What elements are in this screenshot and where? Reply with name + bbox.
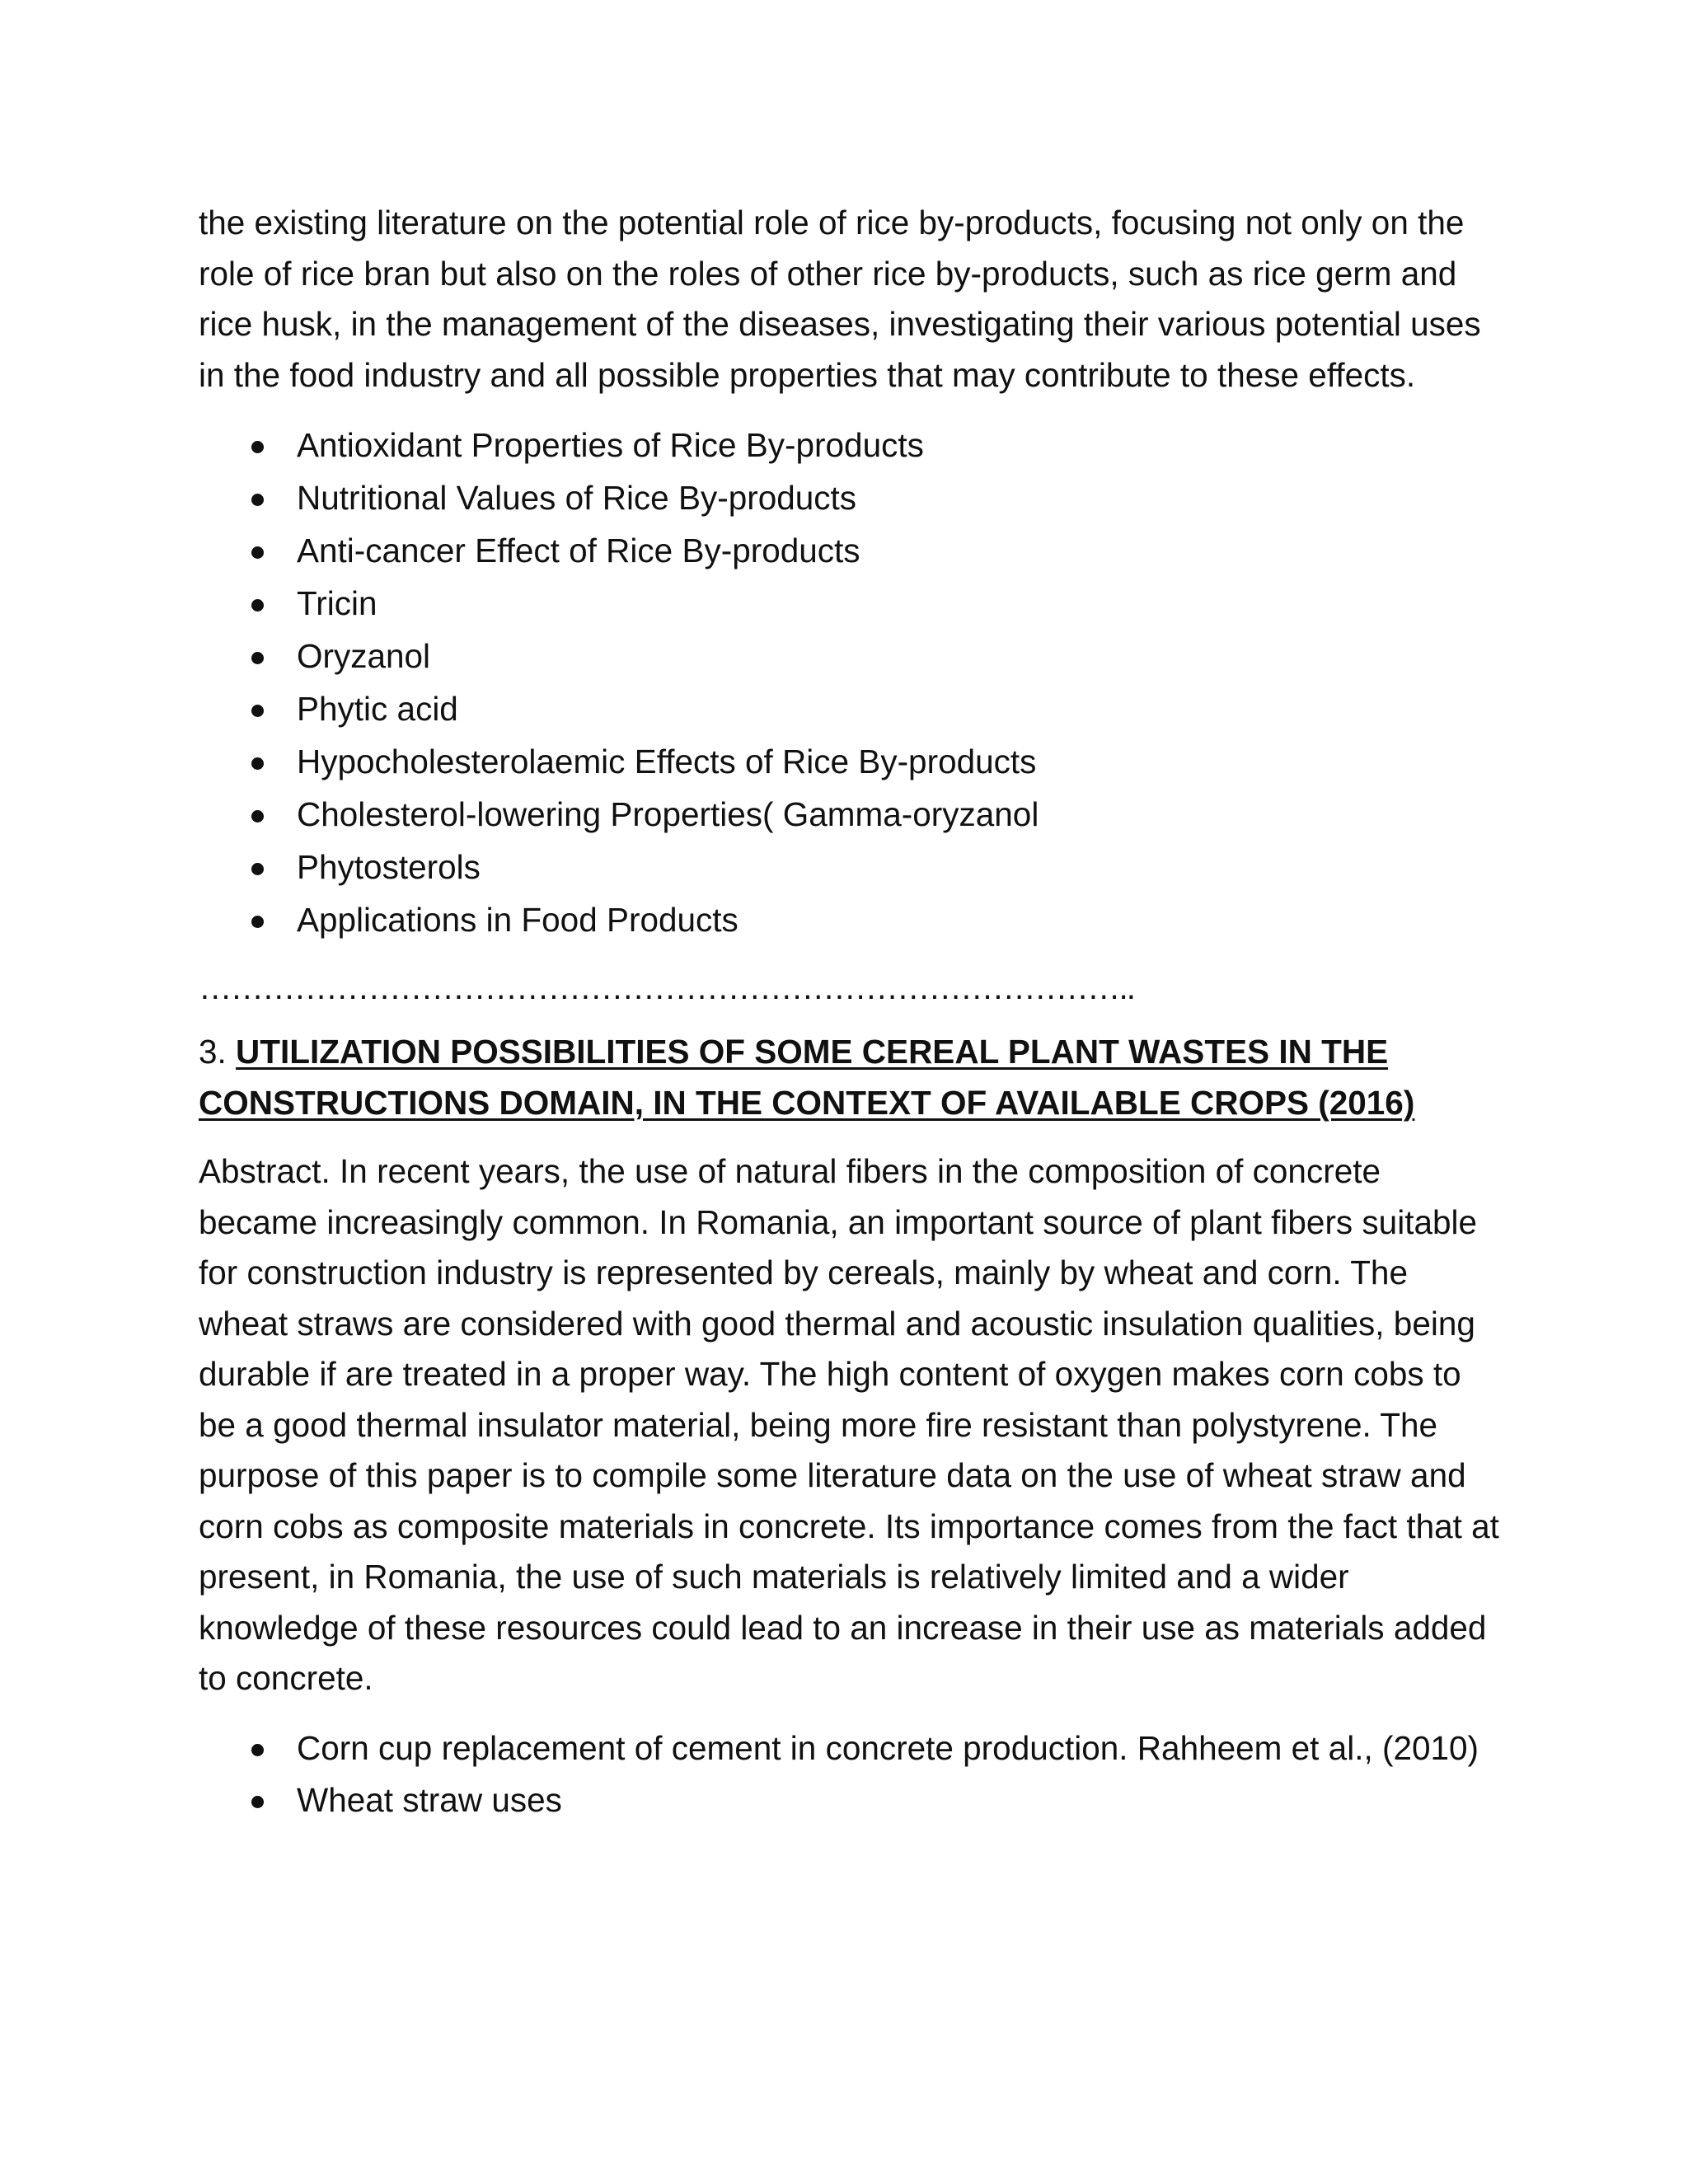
list-item [199,630,1501,682]
separator-line: …………………………………………………………………………….. [199,968,1135,1006]
document-page [199,198,1501,1826]
list-item [199,419,1501,471]
section-item-list [199,1722,1501,1826]
bullet-icon [251,863,264,875]
list-item-text: Antioxidant Properties of Rice By-products [297,426,924,464]
list-item-text: Anti-cancer Effect of Rice By-products [297,532,860,569]
list-item [199,524,1501,577]
bullet-icon [251,1744,264,1756]
list-item-text: Oryzanol [297,637,431,675]
list-item [199,788,1501,841]
list-item [199,735,1501,788]
bullet-icon [251,705,264,717]
bullet-icon [251,757,264,770]
bullet-icon [251,916,264,928]
topic-list [199,419,1501,946]
abstract-paragraph: Abstract. In recent years, the use of natural fibers in the composition of concrete became increasingly common. In Romania, an important source of plant fibers suitable for construction industry is represented by cereals, mainly by wheat and corn. The wheat straws are considered with good thermal and acoustic insulation qualities, being durable if are treated in a proper way. The high content of oxygen makes corn cobs to be a good thermal insulator material, being more fire resistant than polystyrene. The purpose of this paper is to compile some literature data on the use of wheat straw and corn cobs as composite materials in concrete. Its importance comes from the fact that at present, in Romania, the use of such materials is relatively limited and a wider knowledge of these resources could lead to an increase in their use as materials added to concrete. [199,1152,1499,1697]
list-item-text: Applications in Food Products [297,901,738,939]
section-title: UTILIZATION POSSIBILITIES OF SOME CEREAL PLANT WASTES IN THE CONSTRUCTIONS DOMAIN, IN THE CONTEXT OF AVAILABLE CROPS (2016) [199,1033,1415,1122]
list-item [199,682,1501,735]
bullet-icon [251,546,264,559]
list-item [199,577,1501,630]
bullet-icon [251,441,264,453]
bullet-icon [251,599,264,612]
list-item [199,1722,1501,1774]
bullet-icon [251,652,264,664]
list-item-text: Cholesterol-lowering Properties( Gamma-oryzanol [297,795,1039,833]
list-item-text: Wheat straw uses [297,1780,562,1819]
list-item-text: Tricin [297,584,377,622]
section-number: 3. [199,1033,237,1071]
list-item [199,471,1501,524]
intro-paragraph: the existing literature on the potential role of rice by-products, focusing not only on the role of rice bran but also on the roles of other rice by-products, such as rice germ and rice husk, in the management of the diseases, investigating their various potential uses in the food industry and all possible properties that may contribute to these effects. [199,204,1481,394]
list-item [199,841,1501,893]
list-item-text: Nutritional Values of Rice By-products [297,479,857,517]
list-item [199,893,1501,946]
list-item-text: Phytic acid [297,690,458,728]
list-item-text: Hypocholesterolaemic Effects of Rice By-products [297,743,1037,780]
bullet-icon [251,494,264,506]
bullet-icon [251,810,264,823]
list-item-text: Corn cup replacement of cement in concrete production. Rahheem et al., (2010) [297,1728,1479,1767]
bullet-icon [251,1796,264,1808]
list-item-text: Phytosterols [297,848,481,886]
list-item [199,1774,1501,1826]
section-heading [199,1027,1501,1128]
